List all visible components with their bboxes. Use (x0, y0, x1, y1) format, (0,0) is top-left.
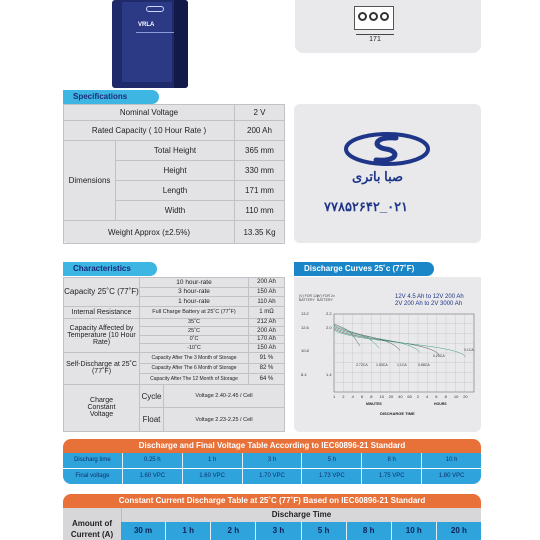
spec-value: 13.35 Kg (235, 221, 285, 244)
voltage-cell: 1.75 VPC (361, 469, 421, 484)
terminal-icon (358, 12, 367, 21)
specifications-table (63, 104, 285, 244)
internal-resistance-condition: Full Charge Battery at 25˚C (77˚F) (140, 306, 249, 318)
discharge-time-column: 5 h (301, 522, 346, 540)
curve-label: 1.1CA (397, 363, 407, 367)
y-tick-right: 2.2 (326, 311, 332, 316)
x-tick: 1 (333, 394, 336, 399)
terminal-drawing (354, 6, 394, 30)
spec-label: Total Height (116, 141, 235, 161)
specifications-tag: Specifications (63, 90, 159, 104)
row-label: Final voltage (75, 473, 110, 479)
temperature-value: 170 Ah (249, 335, 285, 344)
curve-label: 0.25CA (433, 354, 445, 358)
capacity-value: 200 Ah (249, 278, 285, 288)
curve-label: 2.72CA (356, 363, 368, 367)
battery-product-image (112, 0, 188, 88)
dimension-label: 171 (356, 34, 394, 43)
capacity-label: Capacity 25˚C (77˚F) (64, 278, 140, 307)
time-cell: 8 h (361, 453, 421, 468)
curve-label: 0.68CA (418, 363, 430, 367)
brand-phone: ۰۲۱_۷۷۸۵۲۶۴۲ (324, 199, 409, 214)
self-discharge-value: 91 % (249, 352, 285, 363)
x-tick: 6 (435, 394, 438, 399)
brand-mini-logo-icon (146, 6, 164, 12)
internal-resistance-label: Internal Resistance (64, 306, 140, 318)
constant-current-table (63, 508, 481, 540)
spec-value: 365 mm (235, 141, 285, 161)
x-tick: 20 (463, 394, 468, 399)
x-tick: 8 (444, 394, 447, 399)
brand-logo-icon (344, 131, 430, 167)
discharge-time-columns (121, 522, 481, 540)
spec-value: 171 mm (235, 181, 285, 201)
temperature-value: 212 Ah (249, 318, 285, 327)
discharge-time-column: 10 h (391, 522, 436, 540)
capacity-value: 110 Ah (249, 297, 285, 307)
spec-label: Rated Capacity ( 10 Hour Rate ) (64, 121, 235, 141)
curve-label: 0.1CA (464, 348, 474, 352)
float-label: Float (140, 408, 164, 432)
time-cell: 0.25 h (122, 453, 182, 468)
float-value: Voltage 2.23-2.25 / Cell (164, 408, 285, 432)
y-tick-left: 12.6 (301, 325, 309, 330)
charge-voltage-label: Charge Constant Voltage (64, 384, 140, 431)
capacity-rate: 1 hour-rate (140, 297, 249, 307)
x-axis-label: DISCHARGE TIME (380, 411, 415, 416)
x-tick: 4 (426, 394, 429, 399)
y-axis-right-label: (V) FOR 2v BATTERY (317, 294, 335, 302)
x-tick: 60 (407, 394, 412, 399)
spec-label: Width (116, 201, 235, 221)
x-tick: 40 (398, 394, 403, 399)
discharge-curves-chart (294, 277, 481, 432)
dimensions-label: Dimensions (64, 141, 116, 221)
temperature: 25˚C (140, 327, 249, 336)
self-discharge-label: Self-Discharge at 25˚C (77˚F) (64, 352, 140, 384)
x-label-hours: HOURS (434, 402, 447, 406)
terminal-icon (369, 12, 378, 21)
cycle-value: Voltage 2.40-2.45 / Cell (164, 384, 285, 408)
self-discharge-condition: Capacity After The 6 Month of Storage (140, 363, 249, 374)
y-tick-left: 8.4 (301, 372, 307, 377)
battery-label-panel (122, 2, 172, 82)
characteristics-table (63, 277, 285, 432)
x-tick: 2 (342, 394, 345, 399)
discharge-time-column: 1 h (165, 522, 210, 540)
x-tick: 6 (360, 394, 364, 399)
vrla-label: VRLA (138, 22, 155, 28)
final-voltage-row (63, 469, 481, 484)
discharge-time-column: 20 h (436, 522, 481, 540)
x-label-minutes: MINUTES (366, 402, 382, 406)
capacity-rate: 3 hour-rate (140, 287, 249, 297)
time-cell: 10 h (421, 453, 481, 468)
discharge-time-column: 8 h (346, 522, 391, 540)
x-tick-row (333, 394, 473, 400)
time-cell: 5 h (301, 453, 361, 468)
spec-label: Nominal Voltage (64, 105, 235, 121)
y-axis-left-label: (V) FOR 12v BATTERY (299, 294, 319, 302)
self-discharge-condition: Capacity After The 3 Month of Storage (140, 352, 249, 363)
self-discharge-value: 82 % (249, 363, 285, 374)
voltage-cell: 1.70 VPC (242, 469, 302, 484)
y-tick-left: 10.8 (301, 348, 309, 353)
curves-legend-item: 2V 200 Ah to 2V 3000 Ah (395, 301, 463, 307)
time-cell: 3 h (242, 453, 302, 468)
capacity-value: 150 Ah (249, 287, 285, 297)
label-lines (136, 32, 174, 72)
discharge-time-header: Discharge Time (121, 508, 481, 522)
spec-value: 110 mm (235, 201, 285, 221)
spec-value: 330 mm (235, 161, 285, 181)
curve-label: 1.93CA (376, 363, 388, 367)
brand-name: صبا باتری (352, 169, 404, 184)
y-tick-right: 1.4 (326, 372, 332, 377)
discharge-time-row (63, 453, 481, 468)
temperature: 35˚C (140, 318, 249, 327)
discharge-time-column: 3 h (255, 522, 300, 540)
temperature: -10˚C (140, 344, 249, 353)
x-tick: 4 (351, 394, 354, 399)
final-voltage-table-title: Discharge and Final Voltage Table According to IEC60896-21 Standard (63, 439, 481, 453)
constant-current-table-title: Constant Current Discharge Table at 25˚C (77˚F) Based on IEC60896-21 Standard (63, 494, 481, 508)
x-tick: 10 (453, 394, 459, 399)
discharge-time-column: 2 h (210, 522, 255, 540)
x-tick: 10 (379, 394, 384, 399)
temperature: 0˚C (140, 335, 249, 344)
battery-side (174, 0, 188, 88)
curves-legend-item: 12V 4.5 Ah to 12V 200 Ah (395, 294, 464, 300)
discharge-curves-tag: Discharge Curves 25˚c (77˚F) (294, 262, 434, 276)
terminal-icon (380, 12, 389, 21)
spec-label: Weight Approx (±2.5%) (64, 221, 235, 244)
voltage-cell: 1.73 VPC (301, 469, 361, 484)
spec-value: 200 Ah (235, 121, 285, 141)
y-tick-right: 2.0 (326, 325, 332, 330)
amount-of-current-label: Amount of Current (A) (63, 508, 121, 540)
x-tick: 20 (388, 394, 394, 399)
discharge-time-column: 30 m (133, 526, 153, 535)
temperature-label: Capacity Affected by Temperature (10 Hour Rate) (64, 318, 140, 352)
temperature-value: 200 Ah (249, 327, 285, 336)
row-label: Discharg time (74, 457, 111, 463)
internal-resistance-value: 1 mΩ (249, 306, 285, 318)
cycle-label: Cycle (140, 384, 164, 408)
spec-label: Height (116, 161, 235, 181)
voltage-cell: 1.60 VPC (122, 469, 182, 484)
spec-value: 2 V (235, 105, 285, 121)
x-tick: 8 (370, 394, 373, 399)
y-tick-left: 13.2 (301, 311, 309, 316)
capacity-rate: 10 hour-rate (140, 278, 249, 288)
characteristics-tag: Characteristics (63, 262, 157, 276)
temperature-value: 150 Ah (249, 344, 285, 353)
x-tick: 2 (416, 394, 419, 399)
spec-label: Length (116, 181, 235, 201)
voltage-cell: 1.80 VPC (421, 469, 481, 484)
self-discharge-condition: Capacity After The 12 Month of Storage (140, 374, 249, 385)
time-cell: 1 h (182, 453, 242, 468)
self-discharge-value: 64 % (249, 374, 285, 385)
voltage-cell: 1.60 VPC (182, 469, 242, 484)
